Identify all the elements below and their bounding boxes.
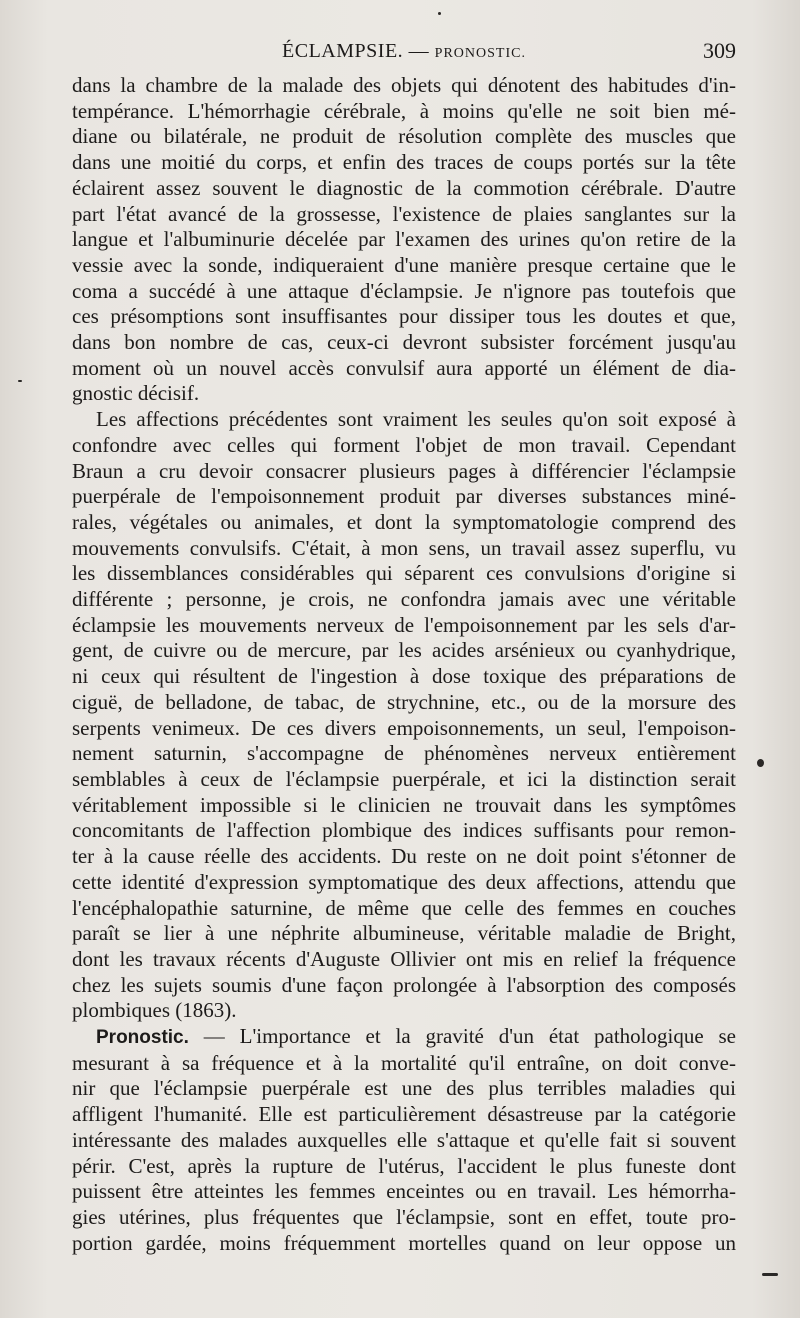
text-line: gent, de cuivre ou de mercure, par les acides arsénieux ou cyanhydrique, bbox=[72, 638, 736, 663]
text-line: ni ceux qui résultent de l'ingestion à dose toxique des préparations de bbox=[72, 664, 736, 689]
text-line: semblables à ceux de l'éclampsie puerpérale, et ici la distinction serait bbox=[72, 766, 736, 791]
text-line: confondre avec celles qui forment l'objet de mon travail. Cependant bbox=[72, 432, 736, 457]
text-line: paraît se lier à une néphrite albumineuse, véritable maladie de Bright, bbox=[72, 921, 736, 946]
text-line: tempérance. L'hémorrhagie cérébrale, à moins qu'elle ne soit bien mé- bbox=[72, 98, 736, 123]
ink-speck bbox=[762, 1273, 778, 1276]
running-head bbox=[72, 40, 736, 63]
ink-speck bbox=[18, 380, 22, 382]
text-line: dont les travaux récents d'Auguste Ollivier ont mis en relief la fréquence bbox=[72, 946, 736, 971]
page-header bbox=[72, 36, 736, 70]
body-text bbox=[72, 73, 736, 1256]
text-line: affligent l'humanité. Elle est particulièrement désastreuse par la catégorie bbox=[72, 1102, 736, 1127]
text-line: plombiques (1863). bbox=[72, 998, 237, 1023]
ink-speck bbox=[757, 759, 764, 767]
text-line: dans bon nombre de cas, ceux-ci devront subsister forcément jusqu'au bbox=[72, 330, 736, 355]
text-line: moment où un nouvel accès convulsif aura apporté un élément de dia- bbox=[72, 355, 736, 380]
text-line: diane ou bilatérale, ne produit de résolution complète des muscles que bbox=[72, 124, 736, 149]
text-line: nement saturnin, s'accompagne de phénomènes nerveux entièrement bbox=[72, 741, 736, 766]
text-line: concomitants de l'affection plombique des indices suffisants pour remon- bbox=[72, 818, 736, 843]
text-line: nir que l'éclampsie puerpérale est une des plus terribles maladies qui bbox=[72, 1076, 736, 1101]
text-line: cette identité d'expression symptomatique des deux affections, attendu que bbox=[72, 869, 736, 894]
text-line: portion gardée, moins fréquemment mortelles quand on leur oppose un bbox=[72, 1230, 736, 1255]
text-line: gnostic décisif. bbox=[72, 381, 200, 406]
text-line: serpents venimeux. De ces divers empoisonnements, un seul, l'empoison- bbox=[72, 715, 736, 740]
text-line: ces présomptions sont insuffisantes pour dissiper tous les doutes et que, bbox=[72, 304, 736, 329]
text-line: éclampsie les mouvements nerveux de l'empoisonnement par les sels d'ar- bbox=[72, 612, 736, 637]
page-number: 309 bbox=[703, 38, 736, 63]
text-line: dans une moitié du corps, et enfin des traces de coups portés sur la tête bbox=[72, 150, 736, 175]
ink-speck bbox=[438, 12, 441, 15]
text-line: véritablement impossible si le clinicien ne trouvait dans les symptômes bbox=[72, 792, 736, 817]
text-line: puissent être atteintes les femmes enceintes ou en travail. Les hémorrha- bbox=[72, 1179, 736, 1204]
text-line: langue et l'albuminurie décelée par l'examen des urines qu'on retire de la bbox=[72, 227, 736, 252]
paragraph-start-line: Les affections précédentes sont vraiment les seules qu'on soit exposé à bbox=[96, 407, 736, 432]
text-line: les dissemblances considérables qui séparent ces convulsions d'origine si bbox=[72, 561, 736, 586]
text-line: gies utérines, plus fréquentes que l'éclampsie, sont en effet, toute pro- bbox=[72, 1204, 736, 1229]
text-line: l'encéphalopathie saturnine, de même que celle des femmes en couches bbox=[72, 895, 736, 920]
text-line: mouvements convulsifs. C'était, à mon sens, un travail assez superflu, vu bbox=[72, 535, 736, 560]
text-line: dans la chambre de la malade des objets qui dénotent des habitudes d'in- bbox=[72, 73, 736, 97]
text-line: vessie avec la sonde, indiqueraient d'une manière presque certaine que le bbox=[72, 252, 736, 277]
text-line: chez les sujets soumis d'une façon prolongée à l'absorption des composés bbox=[72, 972, 736, 997]
text-line: part l'état avancé de la grossesse, l'existence de plaies sanglantes sur la bbox=[72, 201, 736, 226]
text-line: éclairent assez souvent le diagnostic de la commotion cérébrale. D'autre bbox=[72, 175, 736, 200]
text-line: Braun a cru devoir consacrer plusieurs pages à différencier l'éclampsie bbox=[72, 458, 736, 483]
text-line: puerpérale de l'empoisonnement produit par diverses substances miné- bbox=[72, 484, 736, 509]
running-head-title: ÉCLAMPSIE. bbox=[282, 40, 404, 62]
text-line: rales, végétales ou animales, et dont la symptomatologie comprend des bbox=[72, 509, 736, 534]
text-line: ter à la cause réelle des accidents. Du reste on ne doit point s'étonner de bbox=[72, 844, 736, 869]
text-line: différente ; personne, je crois, ne confondra jamais avec une véritable bbox=[72, 587, 736, 612]
running-head-section: PRONOSTIC. bbox=[434, 46, 526, 61]
text-line: mesurant à sa fréquence et à la mortalité qu'il entraîne, on doit conve- bbox=[72, 1050, 736, 1075]
text-line: intéressante des malades auxquelles elle s'attaque et qu'elle fait si souvent bbox=[72, 1127, 736, 1152]
text-line: ciguë, de belladone, de tabac, de strychnine, etc., ou de la morsure des bbox=[72, 689, 736, 714]
text-line: — L'importance et la gravité d'un état pathologique se bbox=[203, 1024, 737, 1049]
section-heading-pronostic: Pronostic. bbox=[96, 1027, 189, 1049]
pronostic-section-line bbox=[72, 1024, 736, 1051]
running-head-separator: — bbox=[403, 40, 435, 62]
text-line: périr. C'est, après la rupture de l'utérus, l'accident le plus funeste dont bbox=[72, 1153, 736, 1178]
text-line: coma a succédé à une attaque d'éclampsie. Je n'ignore pas toutefois que bbox=[72, 278, 736, 303]
